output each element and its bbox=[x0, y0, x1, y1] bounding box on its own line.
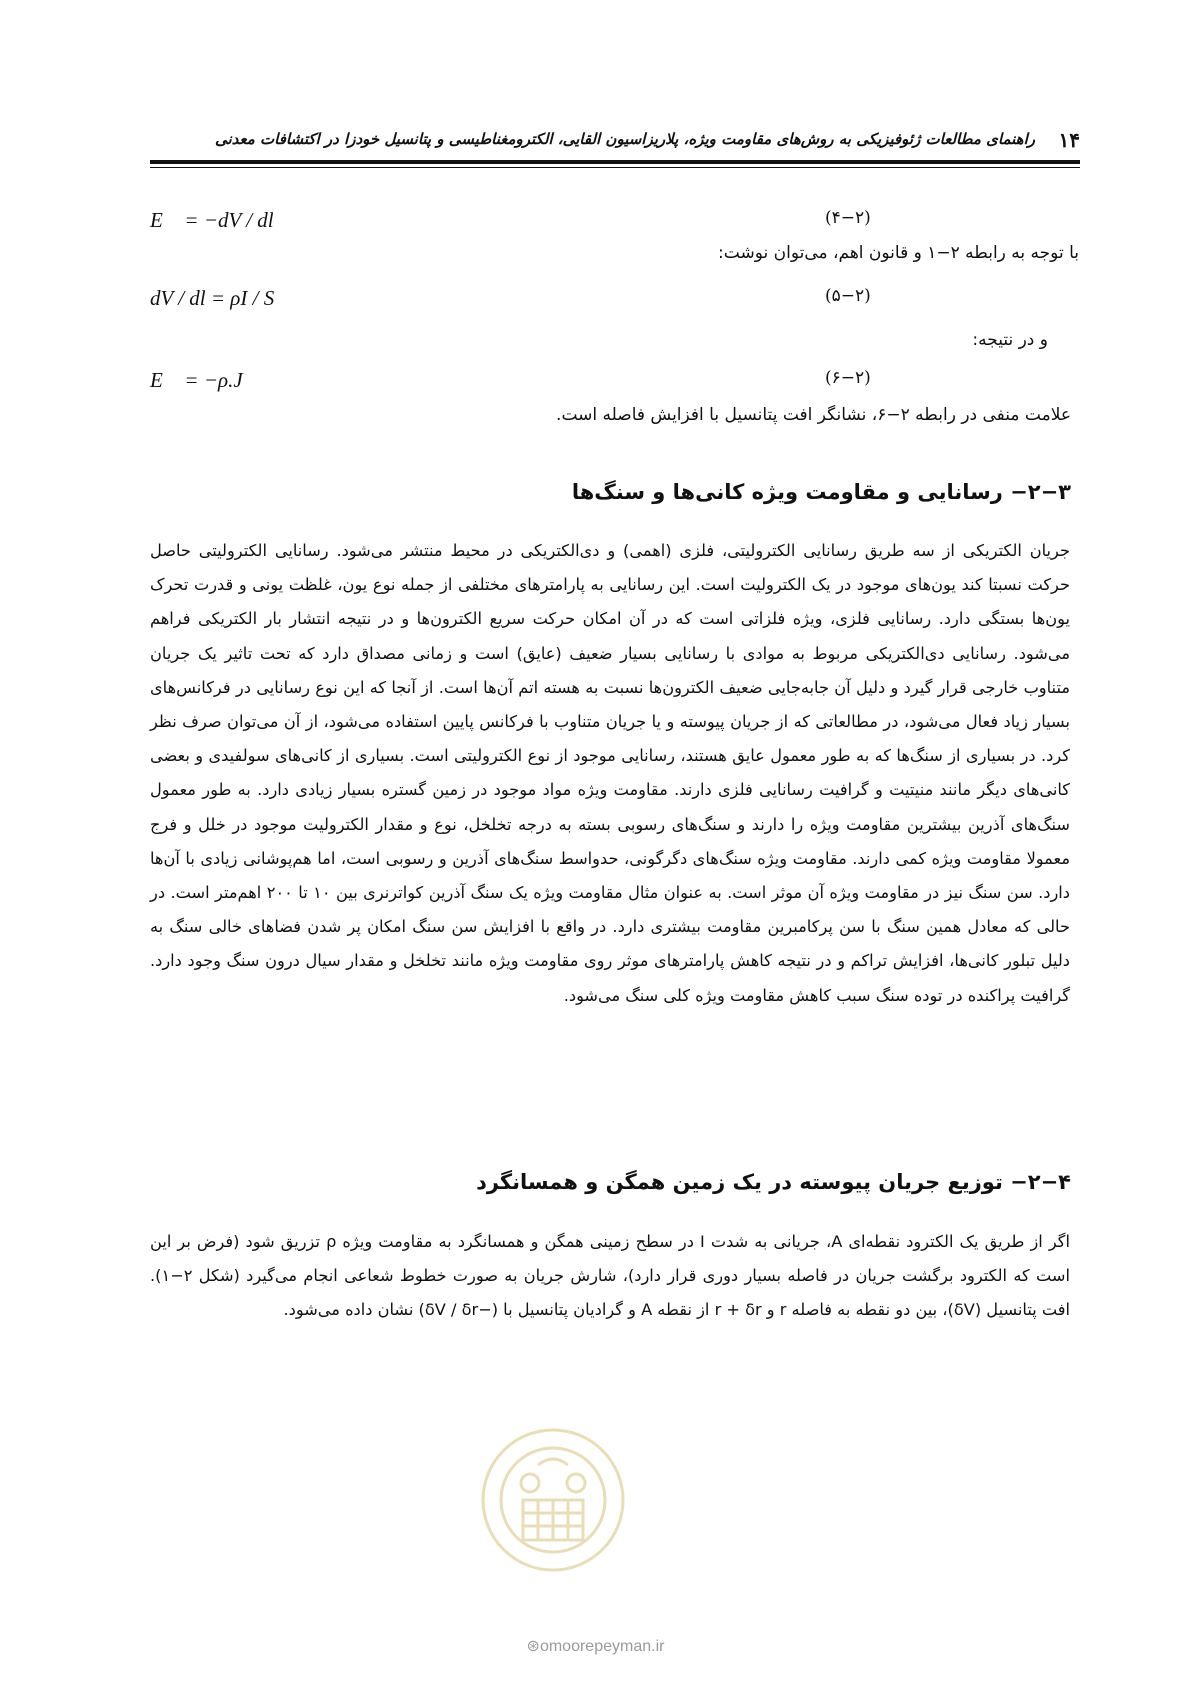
equation-6-2 bbox=[150, 368, 1080, 398]
text-line: علامت منفی در رابطه ۲−۶، نشانگر افت پتانسیل با افزایش فاصله است. bbox=[556, 405, 1071, 425]
text-line: و در نتیجه: bbox=[972, 330, 1048, 350]
equation-number: (۶−۲) bbox=[825, 368, 871, 388]
running-header bbox=[150, 128, 1080, 158]
header-rule-thin bbox=[150, 167, 1080, 168]
watermark-text bbox=[0, 1636, 1191, 1656]
seal-stamp-icon bbox=[478, 1425, 628, 1575]
equation-4-2 bbox=[150, 208, 1080, 238]
watermark-icon: ⊛ bbox=[526, 1638, 540, 1655]
header-rule bbox=[150, 160, 1080, 164]
equation-5-2 bbox=[150, 286, 1080, 316]
body-paragraph: جریان الکتریکی از سه طریق رسانایی الکترولیتی، فلزی (اهمی) و دی‌الکتریکی در محیط منتشر می‌شود. رسانایی الکترولیتی حاصل حرکت نسبتا کند یون‌های موجود در یک الکترولیت است. این رسانایی به پارامترهای مختلفی از جمله نوع یون، غلظت یونی و قدرت تحرک یون‌ها بستگی دارد. رسانایی فلزی، ویژه فلزاتی است که در آن امکان حرکت سریع الکترون‌ها و در نتیجه انتشار بار الکتریکی فراهم می‌شود. رسانایی دی‌الکتریکی مربوط به موادی با رسانایی بسیار ضعیف (عایق) است و زمانی مصداق دارد که تحت تاثیر یک جریان متناوب خارجی قرار گیرد و دلیل آن جابه‌جایی ضعیف الکترون‌ها نسبت به هسته اتم آن‌ها است. از آنجا که این نوع رسانایی در فرکانس‌های بسیار زیاد فعال می‌شود، در مطالعاتی که از جریان پیوسته و یا جریان متناوب با فرکانس پایین استفاده می‌شود، از آن می‌توان صرف نظر کرد. در بسیاری از سنگ‌ها که به طور معمول عایق هستند، رسانایی موجود از نوع الکترولیتی است. بسیاری از کانی‌های سولفیدی و بعضی کانی‌های دیگر مانند منیتیت و گرافیت رسانایی فلزی دارند. مقاومت ویژه مواد موجود در زمین گستره بسیار زیادی دارد. به طور معمول سنگ‌های آذرین بیشترین مقاومت ویژه را دارند و سنگ‌های رسوبی بسته به درجه تخلخل، نوع و مقدار الکترولیت موجود در خلل و فرج معمولا مقاومت ویژه کمی دارند. مقاومت ویژه سنگ‌های دگرگونی، حدواسط سنگ‌های آذرین و رسوبی است، اما هم‌پوشانی زیادی با آن‌ها دارد. سن سنگ نیز در مقاومت ویژه آن موثر است. به عنوان مثال مقاومت ویژه یک سنگ آذرین کواترنری بین ۱۰ تا ۲۰۰ اهم‌متر است. در حالی که معادل همین سنگ با سن پرکامبرین مقاومت بیشتری دارد. در واقع با افزایش سن سنگ امکان پر شدن فضاهای خالی سنگ به دلیل تبلور کانی‌ها، افزایش تراکم و در نتیجه کاهش پارامترهای موثر روی مقاومت ویژه مانند تخلخل و مقدار سیال درون سنگ وجود دارد. گرافیت پراکنده در توده سنگ سبب کاهش مقاومت ویژه کلی سنگ می‌شود. bbox=[150, 541, 1071, 1005]
equation-formula: E⃗ = −ρ.J⃗ bbox=[150, 368, 259, 392]
equation-number: (۵−۲) bbox=[825, 286, 871, 306]
equation-formula: E⃗ = −dV / dl bbox=[150, 208, 274, 232]
body-paragraph: اگر از طریق یک الکترود نقطه‌ای A، جریانی به شدت I در سطح زمینی همگن و همسانگرد به مقاومت ویژه ρ تزریق شود (فرض بر این است که الکترود برگشت جریان در فاصله بسیار دوری قرار دارد)، شارش جریان به صورت خطوط شعاعی انجام می‌گیرد (شکل ۲−۱). افت پتانسیل (δV)، بین دو نقطه به فاصله r و r + δr از نقطه A و گرادیان پتانسیل با (−δV / δr) نشان داده می‌شود. bbox=[150, 1232, 1070, 1320]
running-title: راهنمای مطالعات ژئوفیزیکی به روش‌های مقاومت ویژه، پلاریزاسیون القایی، الکترومغناطیسی و پتانسیل خودزا در اکتشافات معدنی bbox=[214, 130, 1035, 148]
page-number: ۱۴ bbox=[1058, 128, 1080, 152]
section-heading: ۲−۴− توزیع جریان پیوسته در یک زمین همگن و همسانگرد bbox=[476, 1170, 1071, 1194]
section-heading: ۲−۳− رسانایی و مقاومت ویژه کانی‌ها و سنگ‌ها bbox=[571, 480, 1071, 504]
equation-formula: dV / dl = ρI / S bbox=[150, 286, 275, 310]
text-line: با توجه به رابطه ۲−۱ و قانون اهم، می‌توان نوشت: bbox=[718, 243, 1079, 263]
equation-number: (۴−۲) bbox=[825, 208, 871, 228]
watermark-label: omoorepeyman.ir bbox=[539, 1638, 665, 1655]
